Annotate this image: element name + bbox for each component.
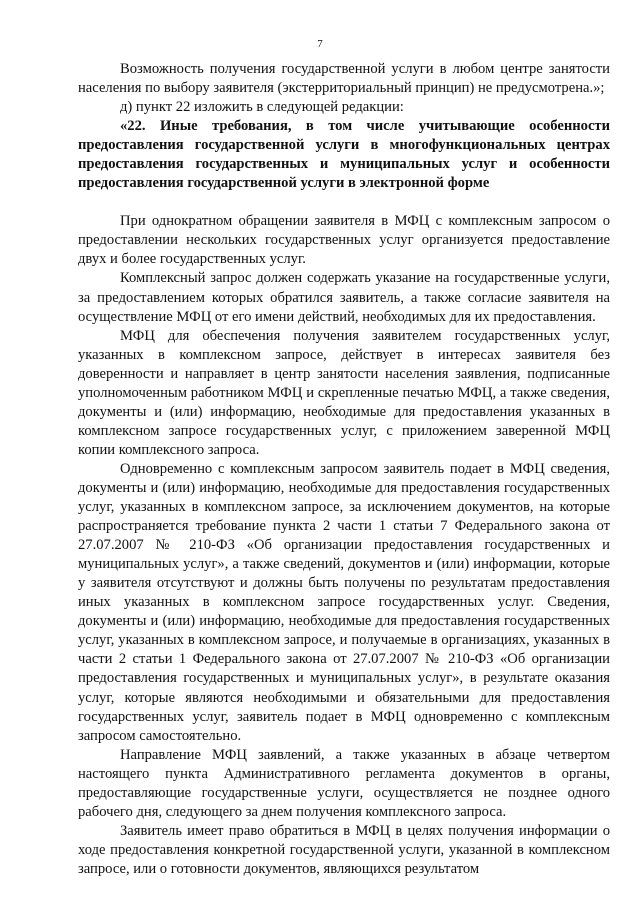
section-heading: «22. Иные требования, в том числе учитывающие особенности предоставления государственной услуги в многофункциональных центрах предоставления государственных и муниципальных услуг и особенности предоставления государственной услуги в электронной форме: [78, 118, 610, 192]
document-body: [78, 60, 610, 879]
paragraph-complex-request: При однократном обращении заявителя в МФЦ с комплексным запросом о предоставлении нескольких государственных услуг организуется предоставление двух и более государственных услуг.: [78, 213, 610, 268]
paragraph-forwarding: Направление МФЦ заявлений, а также указанных в абзаце четвертом настоящего пункта Административного регламента документов в органы, предоставляющие государственные услуги, осуществляется не позднее одного рабочего дня, следующего за днем получения комплексного запроса.: [78, 746, 610, 820]
intro-paragraph: Возможность получения государственной услуги в любом центре занятости населения по выбору заявителя (экстерриториальный принцип) не предусмотрена.»;: [78, 61, 610, 97]
paragraph-mfc-actions: МФЦ для обеспечения получения заявителем государственных услуг, указанных в комплексном запросе, действует в интересах заявителя без доверенности и направляет в центр занятости населения заявления, подписанные уполномоченным работником МФЦ и скрепленные печатью МФЦ, а также сведения, документы и (или) информацию, необходимые для предоставления указанных в комплексном запросе государственных услуг, с приложением заверенной МФЦ копии комплексного запроса.: [78, 327, 610, 458]
page-number: 7: [317, 38, 323, 50]
paragraph-documents-submission: Одновременно с комплексным запросом заявитель подает в МФЦ сведения, документы и (или) информацию, необходимые для предоставления государственных услуг, указанных в комплексном запросе, за исключением документов, на которые распространяется требование пункта 2 части 1 статьи 7 Федерального закона от 27.07.2007 № 210-ФЗ «Об организации предоставления государственных и муниципальных услуг», а также сведений, документов и (или) информации, которые у заявителя отсутствуют и должны быть получены по результатам предоставления иных указанных в комплексном запросе государственных услуг. Сведения, документы и (или) информацию, необходимые для предоставления государственных услуг, указанных в комплексном запросе, и получаемые в организациях, указанных в части 2 статьи 1 Федерального закона от 27.07.2007 № 210-ФЗ «Об организации предоставления государственных и муниципальных услуг», в результате оказания услуг, которые являются необходимыми и обязательными для предоставления государственных услуг, заявитель подает в МФЦ одновременно с комплексным запросом самостоятельно.: [78, 460, 610, 744]
spacer: [78, 193, 610, 212]
amendment-line: д) пункт 22 изложить в следующей редакции:: [120, 99, 404, 116]
paragraph-request-contents: Комплексный запрос должен содержать указание на государственные услуги, за предоставлением которых обратился заявитель, а также согласие заявителя на осуществление МФЦ от его имени действий, необходимых для их предоставления.: [78, 270, 610, 325]
paragraph-status-info: Заявитель имеет право обратиться в МФЦ в целях получения информации о ходе предоставления конкретной государственной услуги, указанной в комплексном запросе, или о готовности документов, являющихся результатом: [78, 822, 610, 877]
